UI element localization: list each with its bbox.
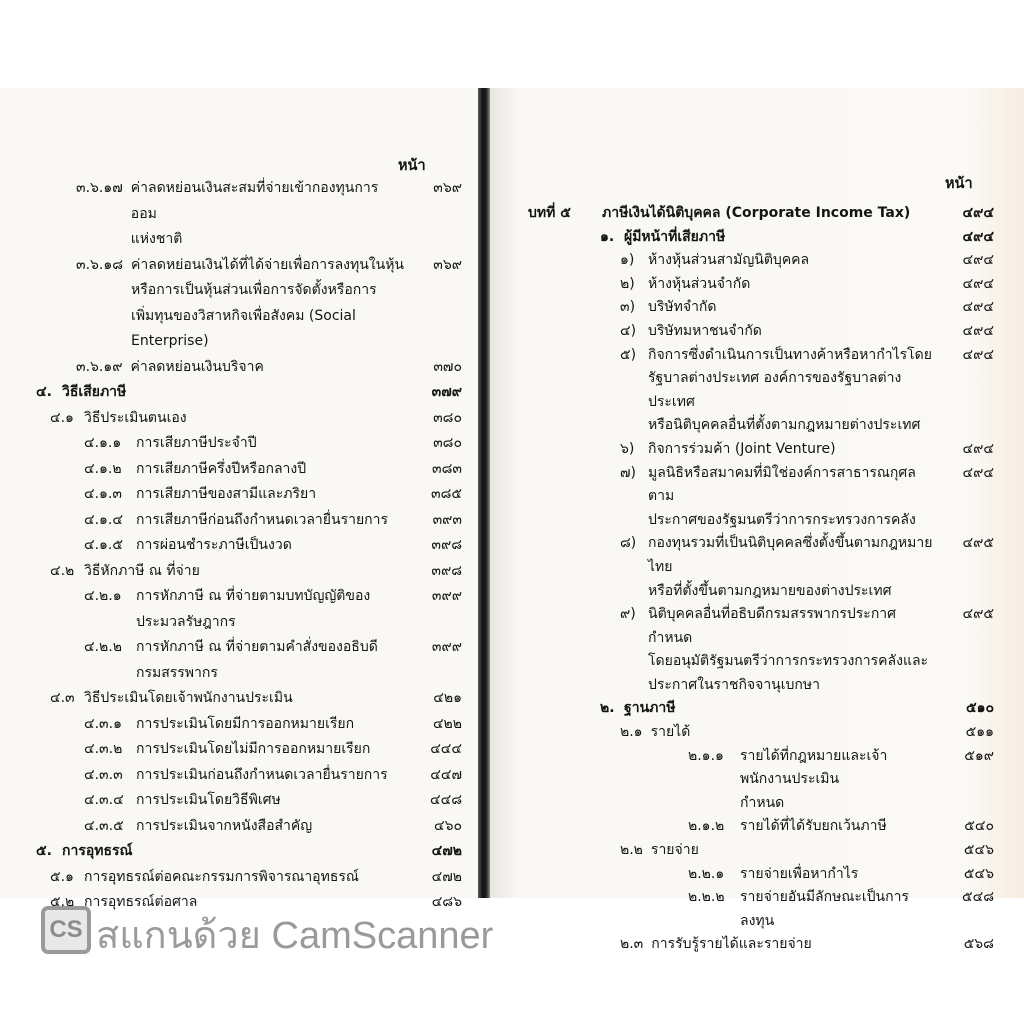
toc-entry-page: ๔๒๒	[432, 715, 462, 732]
toc-entry-number: ๔.๒.๒	[84, 639, 122, 655]
toc-entry	[22, 176, 462, 253]
toc-entry-page: ๔๔๔	[430, 741, 462, 757]
toc-entry-title: วิธีประเมินตนเอง	[84, 409, 187, 426]
left-page-header: หน้า	[398, 158, 426, 174]
toc-entry	[528, 273, 994, 297]
toc-entry-number: ๒.๒	[620, 842, 643, 859]
toc-entry-number: ๓.๖.๑๗	[76, 180, 123, 196]
toc-entry-title: การหักภาษี ณ ที่จ่ายตามบทบัญญัติของ	[136, 588, 371, 604]
toc-entry-title: การอุทธรณ์	[62, 843, 133, 859]
toc-entry-number: ๔.๓.๔	[84, 792, 124, 808]
toc-entry-title: ห้างหุ้นส่วนสามัญนิติบุคคล	[648, 252, 810, 269]
toc-entry-title: การผ่อนชำระภาษีเป็นงวด	[136, 537, 292, 553]
toc-entry-page: ๕๔๐	[964, 818, 994, 835]
toc-entry-page: ๓๗๙	[431, 384, 462, 400]
toc-entry	[22, 431, 462, 457]
toc-entry-title: ผู้มีหน้าที่เสียภาษี	[624, 228, 726, 245]
toc-entry-page: ๓๙๘	[431, 562, 462, 579]
toc-entry-page: ๓๙๘	[431, 537, 462, 553]
toc-entry-number: ๔.๑.๑	[84, 435, 122, 451]
toc-entry-title: ค่าลดหย่อนเงินบริจาค	[130, 358, 264, 375]
toc-entry-title: โดยอนุมัติรัฐมนตรีว่าการกระทรวงการคลังและ	[648, 653, 929, 670]
toc-entry-page: ๓๖๙	[433, 256, 462, 273]
chapter-title: ภาษีเงินได้นิติบุคคล (Corporate Income Tax)	[602, 205, 911, 221]
toc-entry-page: ๔๙๔	[962, 440, 994, 457]
toc-entry-number: ๒.๑.๒	[688, 818, 725, 835]
toc-entry	[22, 686, 462, 712]
toc-entry-title: การประเมินโดยไม่มีการออกหมายเรียก	[136, 741, 371, 757]
toc-entry-title: รายได้ที่กฎหมายและเจ้าพนักงานประเมิน	[740, 747, 888, 788]
toc-entry-title: ประกาศในราชกิจจานุเบกษา	[648, 676, 820, 693]
toc-entry-page: ๓๗๐	[433, 358, 462, 375]
toc-entry-number: ๔.๑.๓	[84, 486, 122, 502]
toc-entry-title: การรับรู้รายได้และรายจ่าย	[651, 936, 812, 953]
toc-entry-title: มูลนิธิหรือสมาคมที่มิใช่องค์การสาธารณกุศลตาม	[648, 464, 916, 505]
toc-entry-number: ๔.๓.๒	[84, 741, 123, 757]
toc-entry	[528, 462, 994, 533]
book-gutter	[478, 88, 490, 898]
toc-entry-number: ๖)	[620, 440, 635, 457]
toc-entry-title: รายจ่าย	[650, 842, 699, 859]
toc-entry-page: ๓๘๐	[433, 409, 462, 426]
toc-entry-page: ๕๑๑	[965, 724, 994, 741]
right-page-header: หน้า	[945, 176, 973, 192]
toc-entry-page: ๔๙๔	[962, 252, 994, 269]
toc-entry-page: ๔๗๒	[431, 868, 462, 885]
toc-entry-page: ๕๖๘	[963, 936, 994, 953]
toc-entry-page: ๕๔๖	[963, 842, 994, 859]
toc-entry-title: หรือที่ตั้งขึ้นตามกฎหมายของต่างประเทศ	[648, 582, 892, 599]
toc-entry	[22, 253, 462, 355]
chapter-number: บทที่ ๕	[528, 205, 571, 221]
toc-entry-number: ๙)	[620, 606, 636, 623]
toc-entry-number: ๕)	[620, 346, 637, 363]
toc-entry-page: ๔๙๔	[962, 346, 994, 363]
toc-right	[528, 202, 994, 957]
toc-entry-page: ๓๙๙	[431, 639, 462, 655]
toc-entry-title: การเสียภาษีครึ่งปีหรือกลางปี	[136, 460, 307, 477]
toc-entry-number: ๑)	[620, 252, 635, 269]
toc-entry-title: หรือนิติบุคคลอื่นที่ตั้งตามกฎหมายต่างประเทศ	[648, 417, 921, 434]
toc-entry-page: ๕๔๘	[962, 889, 994, 906]
toc-entry	[528, 721, 994, 745]
toc-entry-title: กองทุนรวมที่เป็นนิติบุคคลซึ่งตั้งขึ้นตามกฎหมายไทย	[648, 535, 933, 575]
toc-entry	[528, 603, 994, 697]
toc-entry-page: ๔๔๘	[430, 792, 462, 808]
toc-entry-title: ประกาศของรัฐมนตรีว่าการกระทรวงการคลัง	[648, 511, 916, 528]
toc-entry-page: ๕๔๖	[963, 865, 994, 882]
toc-entry-number: ๔.	[36, 384, 52, 400]
toc-entry-number: ๒.๒.๒	[688, 889, 725, 906]
toc-entry	[528, 745, 994, 816]
toc-entry-title: กรมสรรพากร	[136, 664, 218, 681]
toc-entry-title: การเสียภาษีประจำปี	[136, 435, 257, 451]
toc-entry-number: ๕.๑	[50, 868, 74, 885]
toc-entry-number: ๔.๓.๑	[84, 715, 122, 732]
toc-entry	[22, 737, 462, 763]
toc-entry-title: บริษัทจำกัด	[648, 299, 717, 316]
toc-entry-number: ๒.๑.๑	[688, 747, 724, 764]
toc-entry-page: ๓๙๙	[431, 588, 462, 604]
toc-entry-title: กิจการร่วมค้า (Joint Venture)	[648, 440, 836, 457]
toc-entry-page: ๔๖๐	[433, 817, 462, 834]
camscanner-watermark: สแกนด้วย CamScanner	[96, 915, 494, 957]
toc-entry-page: ๔๔๗	[430, 766, 462, 783]
toc-entry-number: ๔.๒.๑	[84, 588, 122, 604]
toc-entry	[528, 886, 994, 933]
toc-entry-title: ค่าลดหย่อนเงินสะสมที่จ่ายเข้ากองทุนการออม	[130, 180, 379, 222]
toc-entry-page: ๔๗๒	[431, 843, 462, 859]
toc-entry-page: ๔๒๑	[433, 690, 462, 706]
toc-entry-page: ๓๘๕	[431, 486, 462, 502]
toc-entry-number: ๕.๒	[50, 894, 75, 910]
toc-entry-number: ๔.๓.๕	[84, 817, 124, 834]
toc-entry-page: ๔๙๔	[962, 322, 994, 339]
toc-entry	[22, 839, 462, 865]
toc-entry-page: ๔๙๔	[962, 228, 994, 245]
toc-entry	[528, 296, 994, 320]
toc-entry-page: ๔๙๔	[962, 275, 994, 292]
chapter-page: ๔๙๔	[962, 205, 994, 221]
toc-entry-number: ๒.๓	[620, 936, 644, 953]
toc-entry-title: รายจ่ายเพื่อหากำไร	[740, 865, 859, 882]
toc-entry	[22, 380, 462, 406]
toc-entry-page: ๔๘๖	[431, 894, 462, 910]
toc-entry-title: การเสียภาษีของสามีและภริยา	[136, 486, 317, 502]
toc-entry-number: ๒)	[620, 275, 635, 292]
toc-entry-page: ๕๑๙	[964, 747, 994, 764]
toc-entry-number: ๗)	[620, 464, 636, 481]
toc-entry	[528, 863, 994, 887]
toc-entry-number: ๒.๑	[620, 724, 643, 741]
toc-entry	[22, 814, 462, 840]
toc-entry-title: การประเมินโดยมีการออกหมายเรียก	[136, 715, 355, 732]
toc-entry	[22, 635, 462, 686]
toc-entry-title: การประเมินก่อนถึงกำหนดเวลายื่นรายการ	[136, 766, 388, 783]
toc-entry	[22, 457, 462, 483]
toc-entry-number: ๔.๑.๕	[84, 537, 123, 553]
toc-entry-page: ๔๙๔	[962, 464, 994, 481]
toc-entry	[22, 763, 462, 789]
toc-entry	[22, 406, 462, 432]
toc-entry-title: การเสียภาษีก่อนถึงกำหนดเวลายื่นรายการ	[136, 511, 389, 528]
toc-entry-number: ๔.๑	[50, 409, 74, 426]
toc-entry-title: ฐานภาษี	[624, 700, 676, 717]
toc-entry	[22, 508, 462, 534]
toc-entry-page: ๕๑๐	[965, 700, 994, 717]
toc-entry	[22, 712, 462, 738]
toc-entry-page: ๓๙๓	[432, 511, 462, 528]
toc-entry-title: การหักภาษี ณ ที่จ่ายตามคำสั่งของอธิบดี	[136, 639, 378, 655]
toc-left	[22, 176, 462, 916]
toc-entry-title: บริษัทมหาชนจำกัด	[648, 322, 762, 339]
toc-entry-title: รัฐบาลต่างประเทศ องค์การของรัฐบาลต่างประเทศ	[648, 370, 902, 410]
toc-entry-number: ๑.	[600, 228, 615, 245]
chapter-row	[528, 202, 994, 226]
toc-entry-number: ๔)	[620, 322, 637, 339]
toc-entry	[528, 320, 994, 344]
toc-entry-number: ๓)	[620, 299, 636, 316]
toc-entry-number: ๓.๖.๑๘	[76, 256, 124, 273]
toc-entry-number: ๔.๑.๒	[84, 460, 122, 477]
toc-entry-number: ๔.๒	[50, 562, 75, 579]
toc-entry-title: เพิ่มทุนของวิสาหกิจเพื่อสังคม (Social Enterprise)	[131, 307, 356, 349]
toc-entry-number: ๔.๓.๓	[84, 766, 123, 783]
toc-entry	[528, 815, 994, 839]
toc-entry	[528, 249, 994, 273]
toc-entry	[22, 559, 462, 585]
toc-entry-title: การอุทธรณ์ต่อศาล	[84, 894, 198, 910]
toc-entry-page: ๓๘๓	[432, 460, 462, 477]
toc-entry	[528, 532, 994, 603]
toc-entry-title: การอุทธรณ์ต่อคณะกรรมการพิจารณาอุทธรณ์	[84, 868, 359, 885]
toc-entry-title: รายจ่ายอันมีลักษณะเป็นการลงทุน	[740, 889, 909, 929]
toc-entry-title: รายได้	[650, 724, 691, 741]
toc-entry-title: แห่งชาติ	[130, 231, 183, 247]
camscanner-logo: CS	[41, 906, 91, 954]
toc-entry-title: ห้างหุ้นส่วนจำกัด	[648, 275, 751, 292]
toc-entry-number: ๔.๓	[50, 690, 75, 706]
toc-entry-number: ๒.	[600, 700, 615, 717]
toc-entry-number: ๓.๖.๑๙	[76, 358, 123, 375]
toc-entry-title: วิธีประเมินโดยเจ้าพนักงานประเมิน	[84, 690, 293, 706]
toc-entry-title: ประมวลรัษฎากร	[136, 613, 236, 630]
toc-entry-number: ๔.๑.๔	[84, 511, 123, 528]
toc-entry	[528, 839, 994, 863]
toc-entry-title: หรือการเป็นหุ้นส่วนเพื่อการจัดตั้งหรือการ	[131, 282, 377, 298]
toc-entry-title: ค่าลดหย่อนเงินได้ที่ได้จ่ายเพื่อการลงทุนในหุ้น	[131, 256, 405, 273]
toc-entry-title: กำหนด	[740, 794, 785, 811]
toc-entry-page: ๓๖๙	[433, 180, 462, 196]
toc-entry	[22, 355, 462, 381]
toc-entry-title: วิธีเสียภาษี	[62, 384, 127, 400]
toc-entry	[528, 933, 994, 957]
toc-entry-page: ๓๘๐	[433, 435, 462, 451]
toc-entry	[22, 482, 462, 508]
toc-entry	[22, 584, 462, 635]
toc-entry-page: ๔๙๔	[962, 299, 994, 316]
toc-entry-title: การประเมินจากหนังสือสำคัญ	[136, 817, 313, 834]
toc-entry	[22, 788, 462, 814]
toc-entry-number: ๕.	[36, 843, 52, 859]
toc-entry-page: ๔๙๕	[962, 535, 994, 552]
toc-entry	[22, 533, 462, 559]
toc-entry-title: การประเมินโดยวิธีพิเศษ	[136, 792, 281, 808]
toc-entry-title: รายได้ที่ได้รับยกเว้นภาษี	[740, 818, 887, 835]
toc-entry	[22, 865, 462, 891]
toc-entry-title: กิจการซึ่งดำเนินการเป็นทางค้าหรือหากำไรโดย	[648, 346, 932, 363]
toc-entry-title: นิติบุคคลอื่นที่อธิบดีกรมสรรพากรประกาศกำหนด	[648, 606, 897, 646]
toc-entry-page: ๔๙๕	[962, 606, 994, 623]
toc-entry-title: วิธีหักภาษี ณ ที่จ่าย	[84, 562, 200, 579]
toc-entry	[528, 344, 994, 438]
toc-entry-number: ๘)	[620, 535, 637, 552]
toc-entry-number: ๒.๒.๑	[688, 865, 725, 882]
toc-entry	[528, 697, 994, 721]
toc-entry	[528, 438, 994, 462]
toc-entry	[528, 226, 994, 250]
